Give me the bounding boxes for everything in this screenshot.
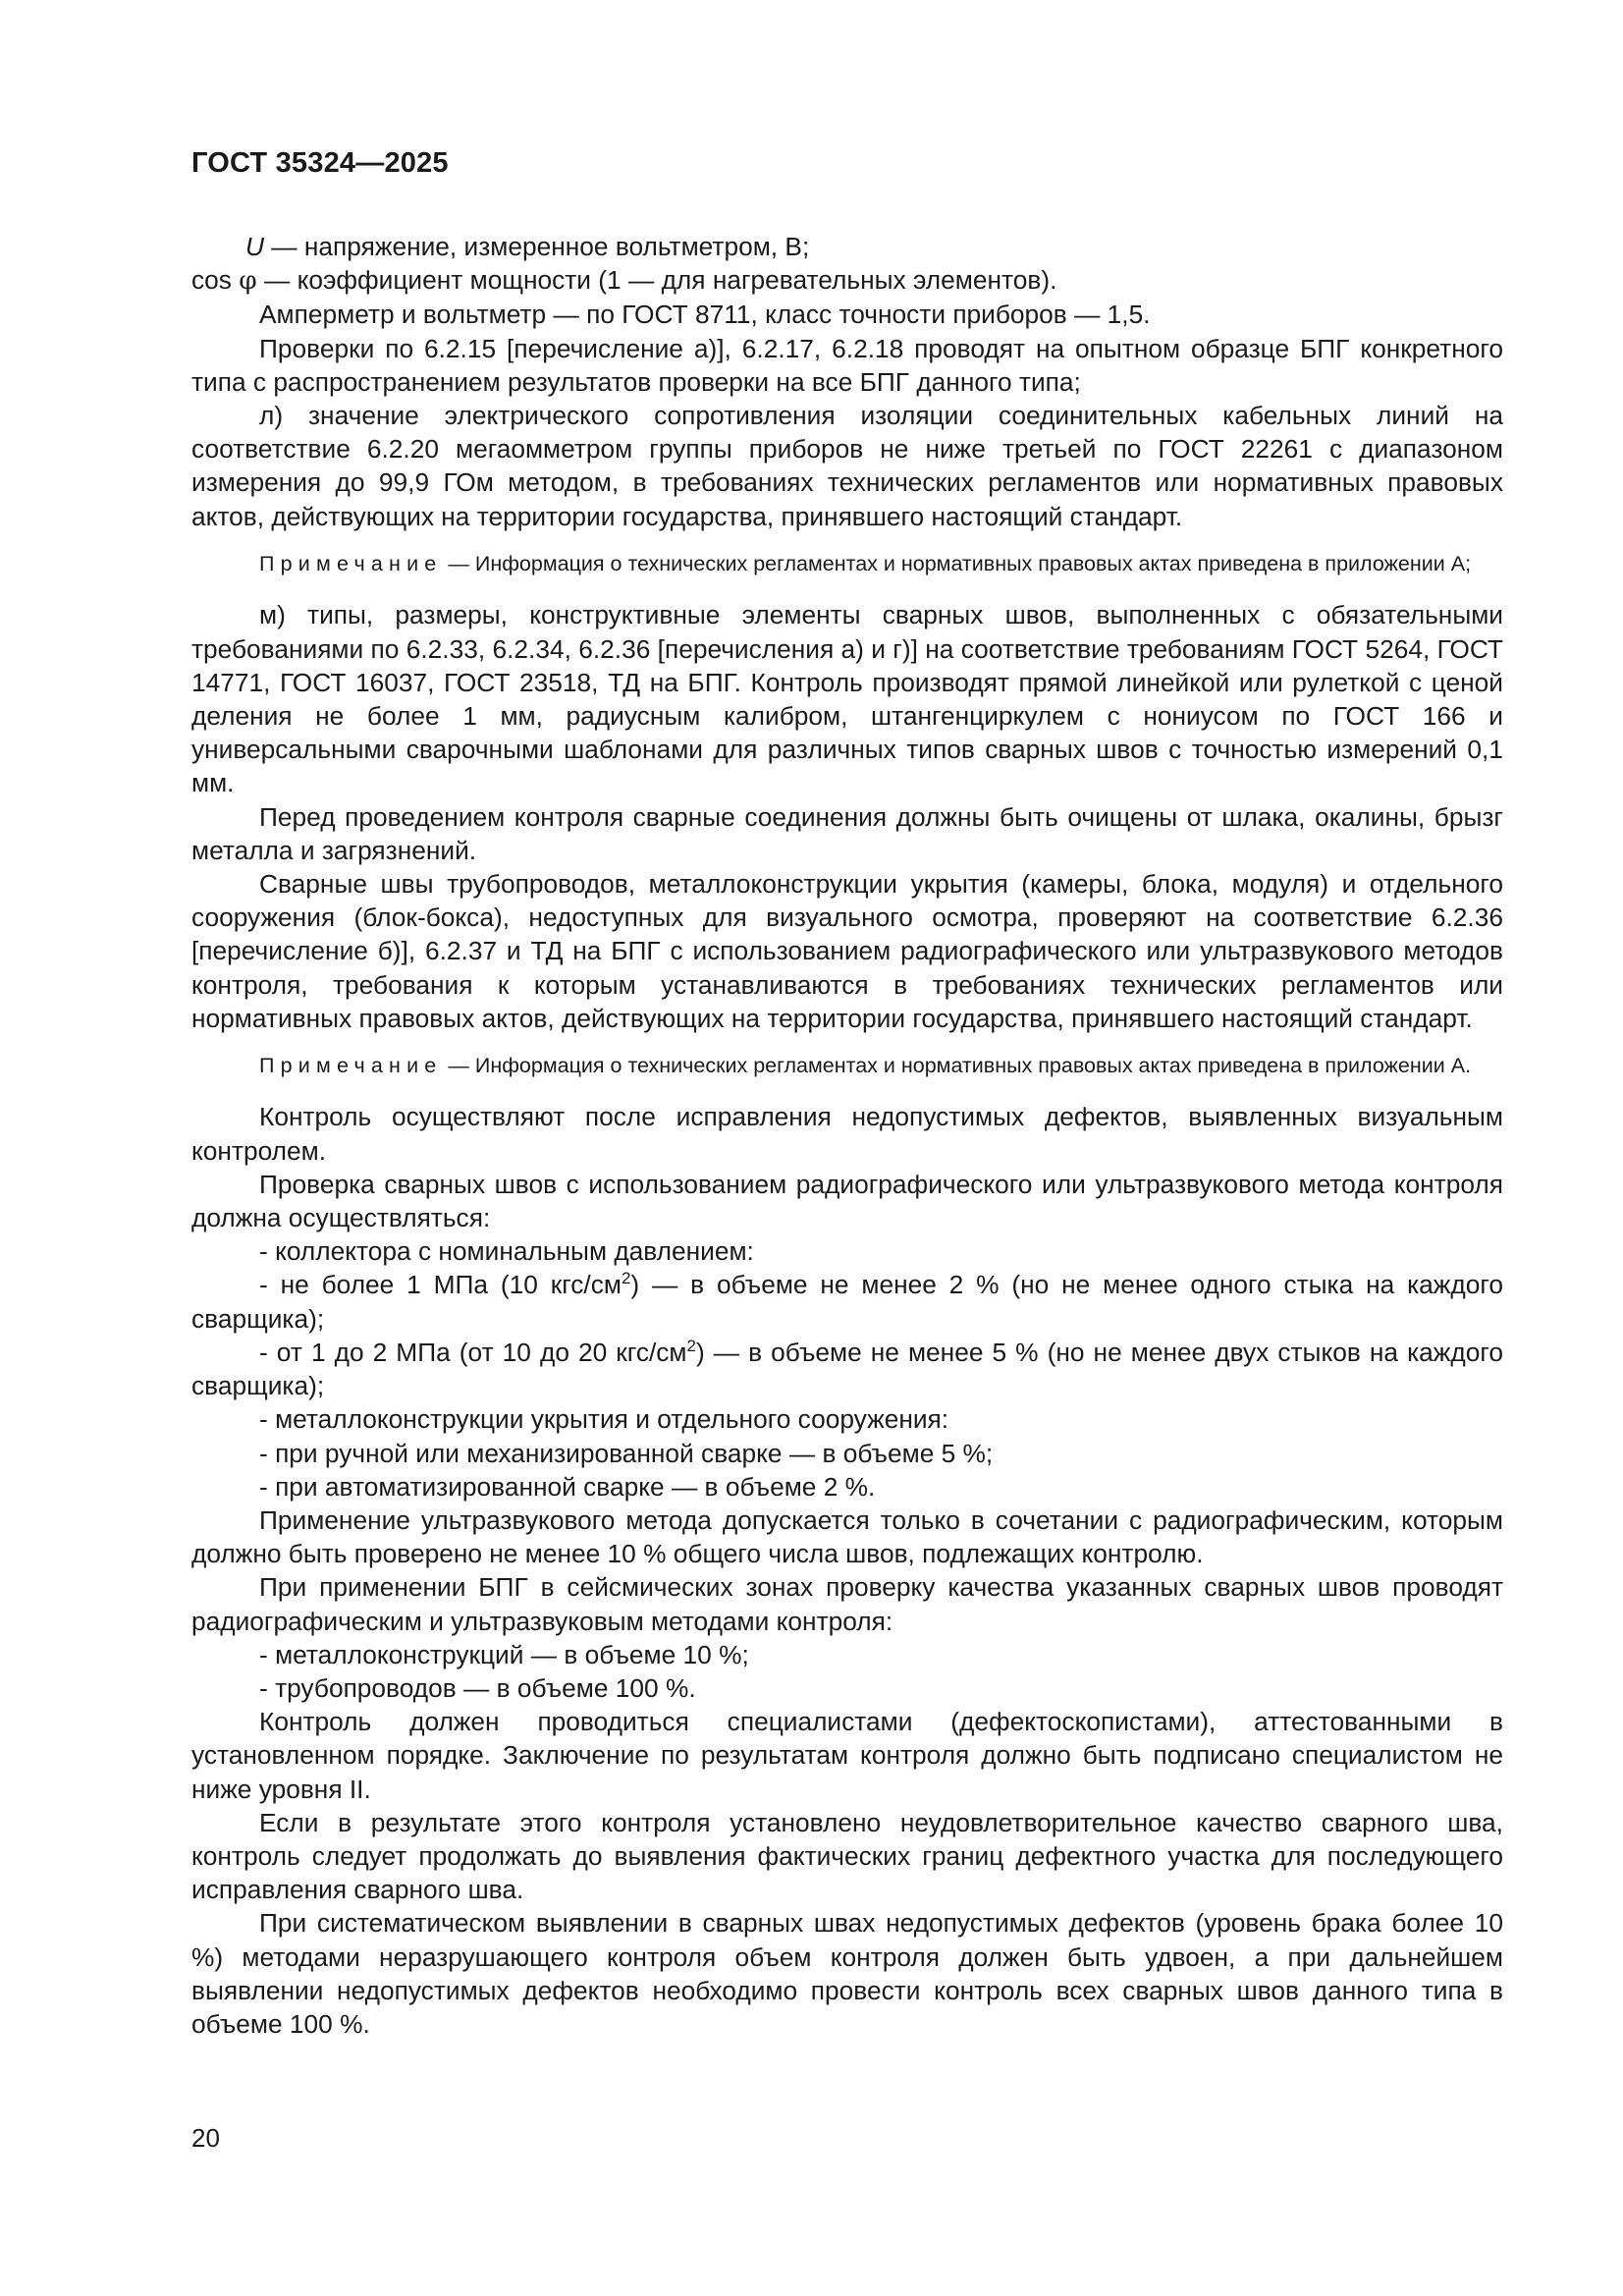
note-1 [191,550,1503,578]
symbol-phi: φ [239,266,257,297]
paragraph-welds-inaccessible: Сварные швы трубопроводов, металлоконструкции укрытия (камеры, блока, модуля) и отдельного сооружения (блок-бокса), недоступных для визуального осмотра, проверяют на соответствие 6.2.36 [перечисление б)], 6.2.37 и ТД на БПГ с использованием радиографического или ультразвукового методов контроля, требования к которым устанавливаются в требованиях технических регламентов или нормативных правовых актов, действующих на территории государства, принявшего настоящий стандарт. [191,868,1503,1033]
paragraph-item-m: м) типы, размеры, конструктивные элементы сварных швов, выполненных с обязательными требованиями по 6.2.33, 6.2.34, 6.2.36 [перечисления а) и г)] на соответствие требованиям ГОСТ 5264, ГОСТ 14771, ГОСТ 16037, ГОСТ 23518, ТД на БПГ. Контроль производят прямой линейкой или рулеткой с ценой деления не более 1 мм, радиусным калибром, штангенциркулем с нониусом по ГОСТ 166 и универсальными сварочными шаблонами для различных типов сварных швов с точностью измерений 0,1 мм. [191,600,1503,798]
text-cos-definition: — коэффициент мощности (1 — для нагревательных элементов). [256,265,1057,296]
list-item-collector: - коллектора с номинальным давлением: [259,1236,754,1267]
paragraph-checks: Проверки по 6.2.15 [перечисление а)], 6.2.17, 6.2.18 проводят на опытном образце БПГ конкретного типа с распространением результатов проверки на все БПГ данного типа; [191,333,1503,397]
note-2-label: Примечание [259,1053,443,1077]
list-item-seismic-metal: - металлоконструкций — в объеме 10 %; [259,1639,749,1669]
text-pressure-1-start: - не более 1 МПа (10 кгс/см [259,1270,622,1300]
note-1-label: Примечание [259,551,443,575]
note-2 [191,1052,1503,1080]
paragraph-cleaning: Перед проведением контроля сварные соединения должны быть очищены от шлака, окалины, брызг металла и загрязнений. [191,801,1503,865]
list-item-seismic-pipes: - трубопроводов — в объеме 100 %. [259,1672,696,1703]
note-2-text: — Информация о технических регламентах и нормативных правовых актах приведена в приложении А. [442,1053,1472,1077]
paragraph-voltage-definition [191,230,1503,263]
note-1-text: — Информация о технических регламентах и нормативных правовых актах приведена в приложении А; [442,551,1472,575]
document-body [191,230,1503,2041]
text-voltage-definition: — напряжение, измеренное вольтметром, В; [264,232,810,261]
list-item-metal-structures: - металлоконструкции укрытия и отдельного сооружения: [259,1404,949,1435]
paragraph-control-after-repair: Контроль осуществляют после исправления недопустимых дефектов, выявленных визуальным контролем. [191,1102,1503,1166]
list-item-manual-welding: - при ручной или механизированной сварке — в объеме 5 %; [259,1438,994,1468]
paragraph-item-l: л) значение электрического сопротивления изоляции соединительных кабельных линий на соответствие 6.2.20 мегаомметром группы приборов не ниже третьей по ГОСТ 22261 с диапазоном измерения до 99,9 ГОм методом, в требованиях технических регламентов или нормативных правовых актов, действующих на территории государства, принявшего настоящий стандарт. [191,401,1503,531]
page-number: 20 [191,2123,220,2153]
text-pressure-2-start: - от 1 до 2 МПа (от 10 до 20 кгс/см [259,1337,687,1367]
paragraph-weld-check-intro: Проверка сварных швов с использованием радиографического или ультразвукового метода контроля должна осуществляться: [191,1169,1503,1233]
document-header: ГОСТ 35324—2025 [191,147,449,179]
paragraph-specialists: Контроль должен проводиться специалистами (дефектоскопистами), аттестованными в установленном порядке. Заключение по результатам контроля должно быть подписано специалистом не ниже уровня II. [191,1707,1503,1804]
text-cos: cos [191,265,240,296]
paragraph-instruments: Амперметр и вольтметр — по ГОСТ 8711, класс точности приборов — 1,5. [259,300,1151,330]
list-item-pressure-2 [191,1336,1503,1402]
paragraph-unsatisfactory: Если в результате этого контроля установлено неудовлетворительное качество сварного шва, контроль следует продолжать до выявления фактических границ дефектного участка для последующего исправления сварного шва. [191,1807,1503,1905]
superscript-2: 2 [621,1269,631,1288]
paragraph-seismic: При применении БПГ в сейсмических зонах проверку качества указанных сварных швов проводят радиографическим и ультразвуковым методами контроля: [191,1572,1503,1636]
list-item-automatic-welding: - при автоматизированной сварке — в объеме 2 %. [259,1471,876,1502]
text-pressure-1-end: ) — в объеме не менее 2 % (но не менее одного стыка на каждого сварщика); [191,1270,1503,1334]
superscript-2: 2 [686,1336,696,1355]
list-item-pressure-1 [191,1268,1503,1335]
text-pressure-2-end: ) — в объеме не менее 5 % (но не менее двух стыков на каждого сварщика); [191,1337,1503,1401]
symbol-u: U [245,232,264,261]
paragraph-systematic-defects: При систематическом выявлении в сварных швах недопустимых дефектов (уровень брака более 10 %) методами неразрушающего контроля объем контроля должен быть удвоен, а при дальнейшем выявлении недопустимых дефектов необходимо провести контроль всех сварных швов данного типа в объеме 100 %. [191,1908,1503,2039]
paragraph-cos-definition [191,263,1503,298]
paragraph-ultrasonic: Применение ультразвукового метода допускается только в сочетании с радиографическим, которым должно быть проверено не менее 10 % общего числа швов, подлежащих контролю. [191,1504,1503,1569]
